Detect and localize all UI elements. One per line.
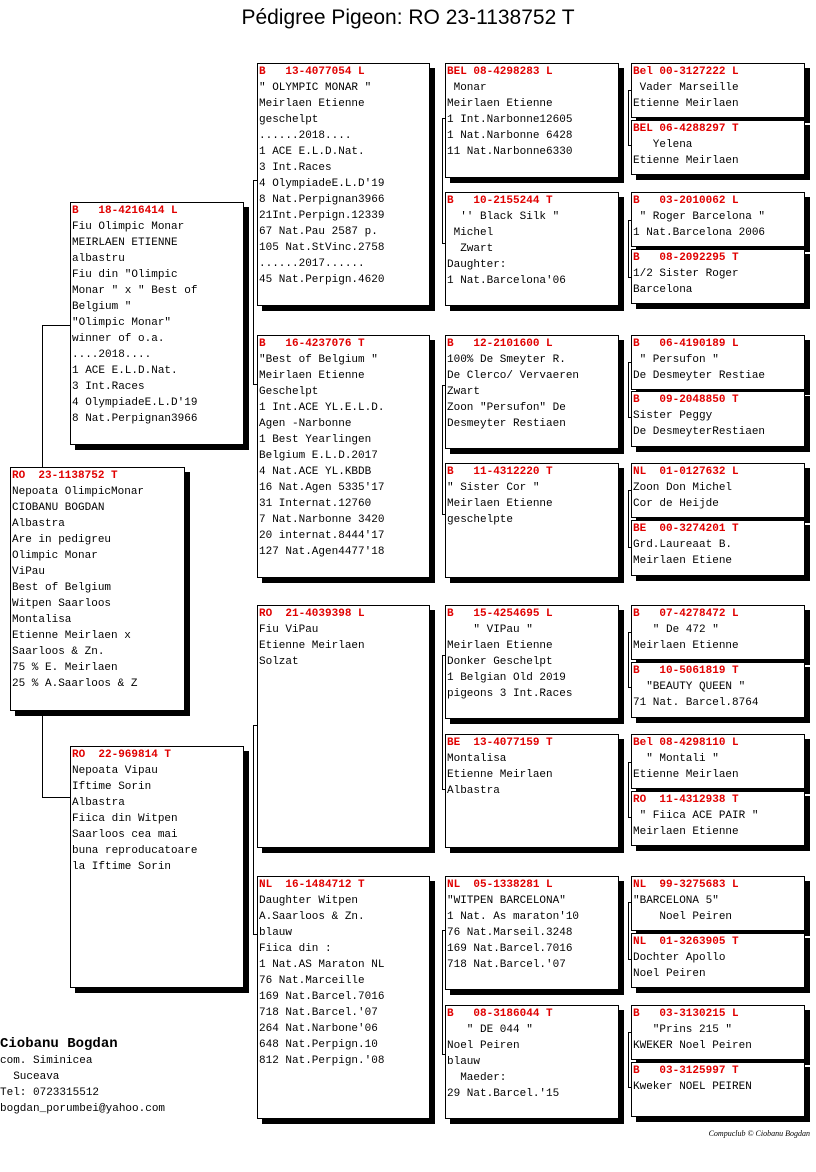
- pigeon-card-gen4: [631, 1005, 805, 1060]
- ring-number: RO 11-4312938 T: [633, 794, 739, 806]
- card-line: Meirlaen Etienne: [447, 498, 553, 510]
- card-line: geschelpte: [447, 514, 514, 526]
- card-line: 812 Nat.Perpign.'08: [259, 1055, 385, 1067]
- card-line: 71 Nat. Barcel.8764: [633, 697, 759, 709]
- card-line: Cor de Heijde: [633, 498, 719, 510]
- pigeon-card-gen3: [445, 605, 619, 719]
- connector: [42, 712, 70, 798]
- card-line: Meirlaen Etienne: [259, 370, 365, 382]
- card-line: 45 Nat.Perpign.4620: [259, 274, 385, 286]
- ring-number: RO 23-1138752 T: [12, 470, 118, 482]
- pigeon-card-sire: [70, 202, 244, 445]
- ring-number: B 03-2010062 L: [633, 195, 739, 207]
- ring-number: BE 00-3274201 T: [633, 523, 739, 535]
- card-line: 718 Nat.Barcel.'07: [259, 1007, 378, 1019]
- card-line: Nepoata Vipau: [72, 765, 158, 777]
- card-line: 264 Nat.Narbone'06: [259, 1023, 378, 1035]
- ring-number: B 03-3130215 L: [633, 1008, 739, 1020]
- card-line: geschelpt: [259, 114, 319, 126]
- card-line: KWEKER Noel Peiren: [633, 1040, 752, 1052]
- ring-number: B 08-2092295 T: [633, 252, 739, 264]
- card-line: 127 Nat.Agen4477'18: [259, 546, 385, 558]
- owner-city: Suceava: [0, 1071, 60, 1083]
- pigeon-card-gen4: [631, 249, 805, 304]
- ring-number: B 09-2048850 T: [633, 394, 739, 406]
- card-line: Kweker NOEL PEIREN: [633, 1081, 752, 1093]
- card-line: " Montali ": [633, 753, 719, 765]
- card-line: 100% De Smeyter R.: [447, 354, 566, 366]
- card-line: Meirlaen Etienne: [447, 98, 553, 110]
- card-line: la Iftime Sorin: [72, 861, 172, 873]
- card-line: Meirlaen Etienne: [447, 640, 553, 652]
- card-line: 1 Int.ACE YL.E.L.D.: [259, 402, 385, 414]
- ring-number: B 11-4312220 T: [447, 466, 553, 478]
- card-line: 3 Int.Races: [72, 381, 145, 393]
- card-line: 8 Nat.Perpignan3966: [72, 413, 198, 425]
- ring-number: B 18-4216414 L: [72, 205, 178, 217]
- ring-number: BE 13-4077159 T: [447, 737, 553, 749]
- ring-number: B 13-4077054 L: [259, 66, 365, 78]
- ring-number: B 08-3186044 T: [447, 1008, 553, 1020]
- pigeon-card-gen4: [631, 120, 805, 175]
- card-line: blauw: [259, 927, 293, 939]
- card-line: pigeons 3 Int.Races: [447, 688, 573, 700]
- card-line: 1 Nat.Barcelona'06: [447, 275, 566, 287]
- card-line: Etienne Meirlaen: [633, 155, 739, 167]
- card-line: CIOBANU BOGDAN: [12, 502, 105, 514]
- pigeon-card-gen4: [631, 335, 805, 390]
- card-line: 31 Internat.12760: [259, 498, 372, 510]
- card-line: Monar: [447, 82, 487, 94]
- ring-number: NL 01-0127632 L: [633, 466, 739, 478]
- card-line: 11 Nat.Narbonne6330: [447, 146, 573, 158]
- owner-phone: Tel: 0723315512: [0, 1087, 100, 1099]
- card-line: Best of Belgium: [12, 582, 112, 594]
- pigeon-card-gen4: [631, 520, 805, 576]
- card-line: "Prins 215 ": [633, 1024, 733, 1036]
- card-line: Are in pedigreu: [12, 534, 112, 546]
- pigeon-card-gen4: [631, 662, 805, 718]
- card-line: Meirlaen Etienne: [259, 98, 365, 110]
- ring-number: BEL 06-4288297 T: [633, 123, 739, 135]
- card-line: 75 % E. Meirlaen: [12, 662, 118, 674]
- card-line: Montalisa: [447, 753, 507, 765]
- card-line: 7 Nat.Narbonne 3420: [259, 514, 385, 526]
- pigeon-card-gen4: [631, 876, 805, 931]
- card-line: 20 internat.8444'17: [259, 530, 385, 542]
- ring-number: RO 21-4039398 L: [259, 608, 365, 620]
- card-line: 76 Nat.Marseil.3248: [447, 927, 573, 939]
- card-line: Etienne Meirlaen: [447, 769, 553, 781]
- ring-number: NL 01-3263905 T: [633, 936, 739, 948]
- card-line: Michel: [447, 227, 494, 239]
- card-line: Zwart: [447, 243, 494, 255]
- card-line: Fiica din Witpen: [72, 813, 178, 825]
- card-line: 25 % A.Saarloos & Z: [12, 678, 138, 690]
- card-line: " Roger Barcelona ": [633, 211, 766, 223]
- card-line: 1 Belgian Old 2019: [447, 672, 566, 684]
- card-line: "BARCELONA 5": [633, 895, 719, 907]
- card-line: 105 Nat.StVinc.2758: [259, 242, 385, 254]
- card-line: Barcelona: [633, 284, 693, 296]
- card-line: Geschelpt: [259, 386, 319, 398]
- ring-number: B 06-4190189 L: [633, 338, 739, 350]
- card-line: 648 Nat.Perpign.10: [259, 1039, 378, 1051]
- card-line: " Sister Cor ": [447, 482, 540, 494]
- card-line: Zoon Don Michel: [633, 482, 733, 494]
- card-line: De Desmeyter Restiae: [633, 370, 766, 382]
- card-line: ....2018....: [72, 349, 152, 361]
- card-line: Etienne Meirlaen x: [12, 630, 131, 642]
- pigeon-card-gen3: [445, 463, 619, 578]
- card-line: Dochter Apollo: [633, 952, 726, 964]
- card-line: Olimpic Monar: [12, 550, 98, 562]
- card-line: Meirlaen Etienne: [633, 640, 739, 652]
- card-line: Zwart: [447, 386, 481, 398]
- card-line: Daughter Witpen: [259, 895, 359, 907]
- pigeon-card-gen4: [631, 734, 805, 789]
- pigeon-card-subject: [10, 467, 185, 711]
- card-line: Maeder:: [447, 1072, 507, 1084]
- ring-number: Bel 00-3127222 L: [633, 66, 739, 78]
- card-line: Witpen Saarloos: [12, 598, 112, 610]
- card-line: A.Saarloos & Zn.: [259, 911, 365, 923]
- card-line: Sister Peggy: [633, 410, 713, 422]
- card-line: 21Int.Perpign.12339: [259, 210, 385, 222]
- card-line: "Best of Belgium ": [259, 354, 378, 366]
- card-line: " Fiica ACE PAIR ": [633, 810, 759, 822]
- card-line: 1 ACE E.L.D.Nat.: [72, 365, 178, 377]
- card-line: 1 Nat.AS Maraton NL: [259, 959, 385, 971]
- card-line: "WITPEN BARCELONA": [447, 895, 566, 907]
- pigeon-card-gen4: [631, 391, 805, 447]
- ring-number: B 12-2101600 L: [447, 338, 553, 350]
- pigeon-card-gen3: [445, 335, 619, 449]
- owner-info: [0, 1035, 165, 1117]
- pigeon-card-gen4: [631, 933, 805, 988]
- card-line: " DE 044 ": [447, 1024, 533, 1036]
- card-line: 1 Nat. As maraton'10: [447, 911, 580, 923]
- card-line: Etienne Meirlaen: [259, 640, 365, 652]
- card-line: Noel Peiren: [447, 1040, 520, 1052]
- pigeon-card-gen3: [445, 192, 619, 306]
- ring-number: BEL 08-4298283 L: [447, 66, 553, 78]
- ring-number: B 10-2155244 T: [447, 195, 553, 207]
- owner-email: bogdan_porumbei@yahoo.com: [0, 1103, 166, 1115]
- card-line: Solzat: [259, 656, 299, 668]
- card-line: 67 Nat.Pau 2587 p.: [259, 226, 378, 238]
- card-line: Nepoata OlimpicMonar: [12, 486, 145, 498]
- ring-number: RO 22-969814 T: [72, 749, 172, 761]
- connector: [42, 325, 70, 469]
- footer-credit: Compuclub © Ciobanu Bogdan: [708, 1129, 810, 1138]
- pigeon-card-sire-sire: [257, 63, 430, 306]
- pigeon-card-gen3: [445, 63, 619, 178]
- card-line: ......2017......: [259, 258, 365, 270]
- pigeon-card-gen3: [445, 876, 619, 990]
- card-line: Belgium ": [72, 301, 132, 313]
- card-line: Iftime Sorin: [72, 781, 152, 793]
- card-line: Fiu ViPau: [259, 624, 319, 636]
- ring-number: Bel 08-4298110 L: [633, 737, 739, 749]
- pigeon-card-gen4: [631, 63, 805, 118]
- card-line: 1 Best Yearlingen: [259, 434, 372, 446]
- card-line: 8 Nat.Perpignan3966: [259, 194, 385, 206]
- card-line: Desmeyter Restiaen: [447, 418, 566, 430]
- card-line: " OLYMPIC MONAR ": [259, 82, 372, 94]
- card-line: buna reproducatoare: [72, 845, 198, 857]
- card-line: 76 Nat.Marceille: [259, 975, 365, 987]
- card-line: Vader Marseille: [633, 82, 739, 94]
- pigeon-card-gen4: [631, 463, 805, 518]
- card-line: 1/2 Sister Roger: [633, 268, 739, 280]
- card-line: Belgium E.L.D.2017: [259, 450, 378, 462]
- card-line: blauw: [447, 1056, 481, 1068]
- pigeon-card-dam-dam: [257, 876, 430, 1119]
- card-line: 1 Nat.Barcelona 2006: [633, 227, 766, 239]
- pigeon-card-gen4: [631, 192, 805, 247]
- card-line: MEIRLAEN ETIENNE: [72, 237, 178, 249]
- card-line: Noel Peiren: [633, 968, 706, 980]
- owner-address: com. Siminicea: [0, 1055, 93, 1067]
- pigeon-card-gen3: [445, 1005, 619, 1119]
- card-line: Etienne Meirlaen: [633, 98, 739, 110]
- card-line: ViPau: [12, 566, 46, 578]
- card-line: 718 Nat.Barcel.'07: [447, 959, 566, 971]
- card-line: 16 Nat.Agen 5335'17: [259, 482, 385, 494]
- card-line: Donker Geschelpt: [447, 656, 553, 668]
- ring-number: B 15-4254695 L: [447, 608, 553, 620]
- ring-number: NL 05-1338281 L: [447, 879, 553, 891]
- card-line: Albastra: [72, 797, 125, 809]
- card-line: 1 Nat.Narbonne 6428: [447, 130, 573, 142]
- card-line: 29 Nat.Barcel.'15: [447, 1088, 560, 1100]
- pigeon-card-dam-sire: [257, 605, 430, 848]
- card-line: De DesmeyterRestiaen: [633, 426, 766, 438]
- card-line: Fiica din :: [259, 943, 332, 955]
- ring-number: B 03-3125997 T: [633, 1065, 739, 1077]
- owner-name: Ciobanu Bogdan: [0, 1036, 118, 1052]
- card-line: Montalisa: [12, 614, 72, 626]
- card-line: Fiu Olimpic Monar: [72, 221, 185, 233]
- card-line: Daughter:: [447, 259, 507, 271]
- card-line: "BEAUTY QUEEN ": [633, 681, 746, 693]
- ring-number: B 07-4278472 L: [633, 608, 739, 620]
- card-line: Meirlaen Etiene: [633, 555, 733, 567]
- card-line: 3 Int.Races: [259, 162, 332, 174]
- card-line: Monar " x " Best of: [72, 285, 198, 297]
- card-line: '' Black Silk ": [447, 211, 560, 223]
- pigeon-card-dam: [70, 746, 244, 988]
- card-line: Albastra: [447, 785, 500, 797]
- card-line: Saarloos & Zn.: [12, 646, 105, 658]
- ring-number: B 16-4237076 T: [259, 338, 365, 350]
- pigeon-card-gen4: [631, 605, 805, 660]
- card-line: " Persufon ": [633, 354, 719, 366]
- pigeon-card-gen3: [445, 734, 619, 848]
- card-line: 1 ACE E.L.D.Nat.: [259, 146, 365, 158]
- card-line: De Clerco/ Vervaeren: [447, 370, 580, 382]
- card-line: Meirlaen Etienne: [633, 826, 739, 838]
- card-line: winner of o.a.: [72, 333, 165, 345]
- pigeon-card-gen4: [631, 791, 805, 846]
- card-line: Yelena: [633, 139, 693, 151]
- page-title: Pédigree Pigeon: RO 23-1138752 T: [241, 6, 575, 29]
- card-line: "Olimpic Monar": [72, 317, 172, 329]
- card-line: albastru: [72, 253, 125, 265]
- card-line: Albastra: [12, 518, 65, 530]
- card-line: " VIPau ": [447, 624, 533, 636]
- card-line: Grd.Laureaat B.: [633, 539, 733, 551]
- card-line: Etienne Meirlaen: [633, 769, 739, 781]
- card-line: Agen -Narbonne: [259, 418, 352, 430]
- card-line: Zoon "Persufon" De: [447, 402, 566, 414]
- pigeon-card-sire-dam: [257, 335, 430, 578]
- ring-number: B 10-5061819 T: [633, 665, 739, 677]
- card-line: Fiu din "Olimpic: [72, 269, 178, 281]
- card-line: 4 OlympiadeE.L.D'19: [72, 397, 198, 409]
- card-line: 4 OlympiadeE.L.D'19: [259, 178, 385, 190]
- card-line: Noel Peiren: [633, 911, 733, 923]
- ring-number: NL 16-1484712 T: [259, 879, 365, 891]
- ring-number: NL 99-3275683 L: [633, 879, 739, 891]
- card-line: 169 Nat.Barcel.7016: [259, 991, 385, 1003]
- pigeon-card-gen4: [631, 1062, 805, 1117]
- card-line: 1 Int.Narbonne12605: [447, 114, 573, 126]
- card-line: ......2018....: [259, 130, 352, 142]
- card-line: 169 Nat.Barcel.7016: [447, 943, 573, 955]
- card-line: " De 472 ": [633, 624, 719, 636]
- card-line: Saarloos cea mai: [72, 829, 178, 841]
- card-line: 4 Nat.ACE YL.KBDB: [259, 466, 372, 478]
